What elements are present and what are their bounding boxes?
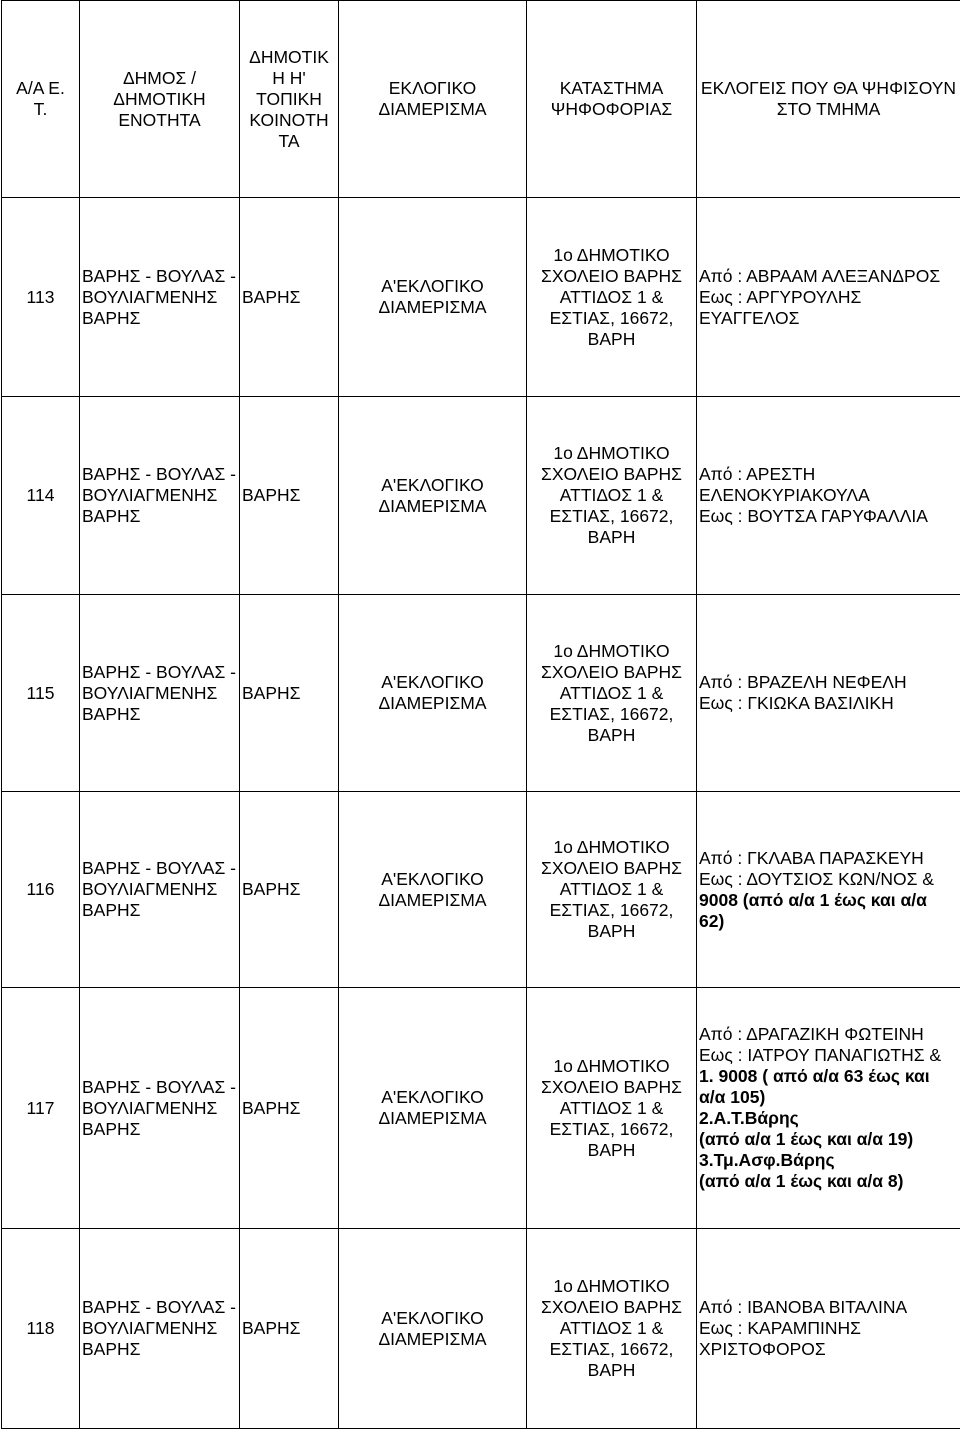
voters-range: Από : ΙΒΑΝΟΒΑ ΒΙΤΑΛΙΝΑ Εως : ΚΑΡΑΜΠΙΝΗΣ ΧΡΙΣΤΟΦΟΡΟΣ — [699, 1297, 908, 1359]
row-psifizoun — [697, 198, 960, 397]
row-koinotita: ΒΑΡΗΣ — [240, 792, 339, 988]
row-psifizoun — [697, 1229, 960, 1429]
row-diamerisma: Α'ΕΚΛΟΓΙΚΟ ΔΙΑΜΕΡΙΣΜΑ — [339, 198, 527, 397]
table-row — [2, 988, 960, 1229]
table-row — [2, 792, 960, 988]
row-diamerisma: Α'ΕΚΛΟΓΙΚΟ ΔΙΑΜΕΡΙΣΜΑ — [339, 1229, 527, 1429]
row-katastima: 1ο ΔΗΜΟΤΙΚΟ ΣΧΟΛΕΙΟ ΒΑΡΗΣ ΑΤΤΙΔΟΣ 1 & ΕΣΤΙΑΣ, 16672, ΒΑΡΗ — [527, 397, 697, 595]
row-aa: 118 — [2, 1229, 80, 1429]
voters-range: Από : ΓΚΛΑΒΑ ΠΑΡΑΣΚΕΥΗ Εως : ΔΟΥΤΣΙΟΣ ΚΩΝ/ΝΟΣ & — [699, 847, 934, 889]
header-dimos: ΔΗΜΟΣ / ΔΗΜΟΤΙΚΗ ΕΝΟΤΗΤΑ — [80, 1, 240, 198]
row-psifizoun — [697, 792, 960, 988]
row-dimos: ΒΑΡΗΣ - ΒΟΥΛΑΣ - ΒΟΥΛΙΑΓΜΕΝΗΣ ΒΑΡΗΣ — [80, 792, 240, 988]
row-aa: 115 — [2, 595, 80, 792]
row-dimos: ΒΑΡΗΣ - ΒΟΥΛΑΣ - ΒΟΥΛΙΑΓΜΕΝΗΣ ΒΑΡΗΣ — [80, 595, 240, 792]
row-aa: 113 — [2, 198, 80, 397]
row-koinotita: ΒΑΡΗΣ — [240, 1229, 339, 1429]
row-dimos: ΒΑΡΗΣ - ΒΟΥΛΑΣ - ΒΟΥΛΙΑΓΜΕΝΗΣ ΒΑΡΗΣ — [80, 988, 240, 1229]
row-psifizoun — [697, 397, 960, 595]
table-header-row — [2, 1, 960, 198]
row-psifizoun — [697, 595, 960, 792]
row-aa: 114 — [2, 397, 80, 595]
row-diamerisma: Α'ΕΚΛΟΓΙΚΟ ΔΙΑΜΕΡΙΣΜΑ — [339, 595, 527, 792]
header-aa: Α/Α Ε. Τ. — [2, 1, 80, 198]
row-diamerisma: Α'ΕΚΛΟΓΙΚΟ ΔΙΑΜΕΡΙΣΜΑ — [339, 792, 527, 988]
row-aa: 116 — [2, 792, 80, 988]
row-koinotita: ΒΑΡΗΣ — [240, 198, 339, 397]
row-psifizoun — [697, 988, 960, 1229]
row-koinotita: ΒΑΡΗΣ — [240, 397, 339, 595]
row-katastima: 1ο ΔΗΜΟΤΙΚΟ ΣΧΟΛΕΙΟ ΒΑΡΗΣ ΑΤΤΙΔΟΣ 1 & ΕΣΤΙΑΣ, 16672, ΒΑΡΗ — [527, 198, 697, 397]
row-katastima: 1ο ΔΗΜΟΤΙΚΟ ΣΧΟΛΕΙΟ ΒΑΡΗΣ ΑΤΤΙΔΟΣ 1 & ΕΣΤΙΑΣ, 16672, ΒΑΡΗ — [527, 988, 697, 1229]
row-dimos: ΒΑΡΗΣ - ΒΟΥΛΑΣ - ΒΟΥΛΙΑΓΜΕΝΗΣ ΒΑΡΗΣ — [80, 397, 240, 595]
row-dimos: ΒΑΡΗΣ - ΒΟΥΛΑΣ - ΒΟΥΛΙΑΓΜΕΝΗΣ ΒΑΡΗΣ — [80, 1229, 240, 1429]
row-diamerisma: Α'ΕΚΛΟΓΙΚΟ ΔΙΑΜΕΡΙΣΜΑ — [339, 397, 527, 595]
row-koinotita: ΒΑΡΗΣ — [240, 595, 339, 792]
header-koinotita: ΔΗΜΟΤΙΚ Η Η' ΤΟΠΙΚΗ ΚΟΙΝΟΤΗ ΤΑ — [240, 1, 339, 198]
voters-range: Από : ΑΒΡΑΑΜ ΑΛΕΞΑΝΔΡΟΣ Εως : ΑΡΓΥΡΟΥΛΗΣ ΕΥΑΓΓΕΛΟΣ — [699, 265, 941, 328]
row-dimos: ΒΑΡΗΣ - ΒΟΥΛΑΣ - ΒΟΥΛΙΑΓΜΕΝΗΣ ΒΑΡΗΣ — [80, 198, 240, 397]
header-psifizoun: ΕΚΛΟΓΕΙΣ ΠΟΥ ΘΑ ΨΗΦΙΣΟΥΝ ΣΤΟ ΤΜΗΜΑ — [697, 1, 960, 198]
header-diamerisma: ΕΚΛΟΓΙΚΟ ΔΙΑΜΕΡΙΣΜΑ — [339, 1, 527, 198]
table-row — [2, 1229, 960, 1429]
voters-range: Από : ΑΡΕΣΤΗ ΕΛΕΝΟΚΥΡΙΑΚΟΥΛΑ Εως : ΒΟΥΤΣΑ ΓΑΡΥΦΑΛΛΙΑ — [699, 464, 928, 526]
row-aa: 117 — [2, 988, 80, 1229]
polling-stations-table — [1, 0, 960, 1429]
voters-range: Από : ΒΡΑΖΕΛΗ ΝΕΦΕΛΗ Εως : ΓΚΙΩΚΑ ΒΑΣΙΛΙΚΗ — [699, 672, 907, 713]
row-katastima: 1ο ΔΗΜΟΤΙΚΟ ΣΧΟΛΕΙΟ ΒΑΡΗΣ ΑΤΤΙΔΟΣ 1 & ΕΣΤΙΑΣ, 16672, ΒΑΡΗ — [527, 792, 697, 988]
row-katastima: 1ο ΔΗΜΟΤΙΚΟ ΣΧΟΛΕΙΟ ΒΑΡΗΣ ΑΤΤΙΔΟΣ 1 & ΕΣΤΙΑΣ, 16672, ΒΑΡΗ — [527, 595, 697, 792]
header-katastima: ΚΑΤΑΣΤΗΜΑ ΨΗΦΟΦΟΡΙΑΣ — [527, 1, 697, 198]
row-katastima: 1ο ΔΗΜΟΤΙΚΟ ΣΧΟΛΕΙΟ ΒΑΡΗΣ ΑΤΤΙΔΟΣ 1 & ΕΣΤΙΑΣ, 16672, ΒΑΡΗ — [527, 1229, 697, 1429]
row-koinotita: ΒΑΡΗΣ — [240, 988, 339, 1229]
table-row — [2, 595, 960, 792]
table-row — [2, 198, 960, 397]
voters-special-lists: 9008 (από α/α 1 έως και α/α 62) — [699, 889, 927, 931]
voters-special-lists: 1. 9008 ( από α/α 63 έως και α/α 105) 2.Α.Τ.Βάρης (από α/α 1 έως και α/α 19) 3.Τμ.Ασφ.Βάρης (από α/α 1 έως και α/α 8) — [699, 1066, 930, 1191]
table-row — [2, 397, 960, 595]
row-diamerisma: Α'ΕΚΛΟΓΙΚΟ ΔΙΑΜΕΡΙΣΜΑ — [339, 988, 527, 1229]
voters-range: Από : ΔΡΑΓΑΖΙΚΗ ΦΩΤΕΙΝΗ Εως : ΙΑΤΡΟΥ ΠΑΝΑΓΙΩΤΗΣ & — [699, 1024, 942, 1065]
